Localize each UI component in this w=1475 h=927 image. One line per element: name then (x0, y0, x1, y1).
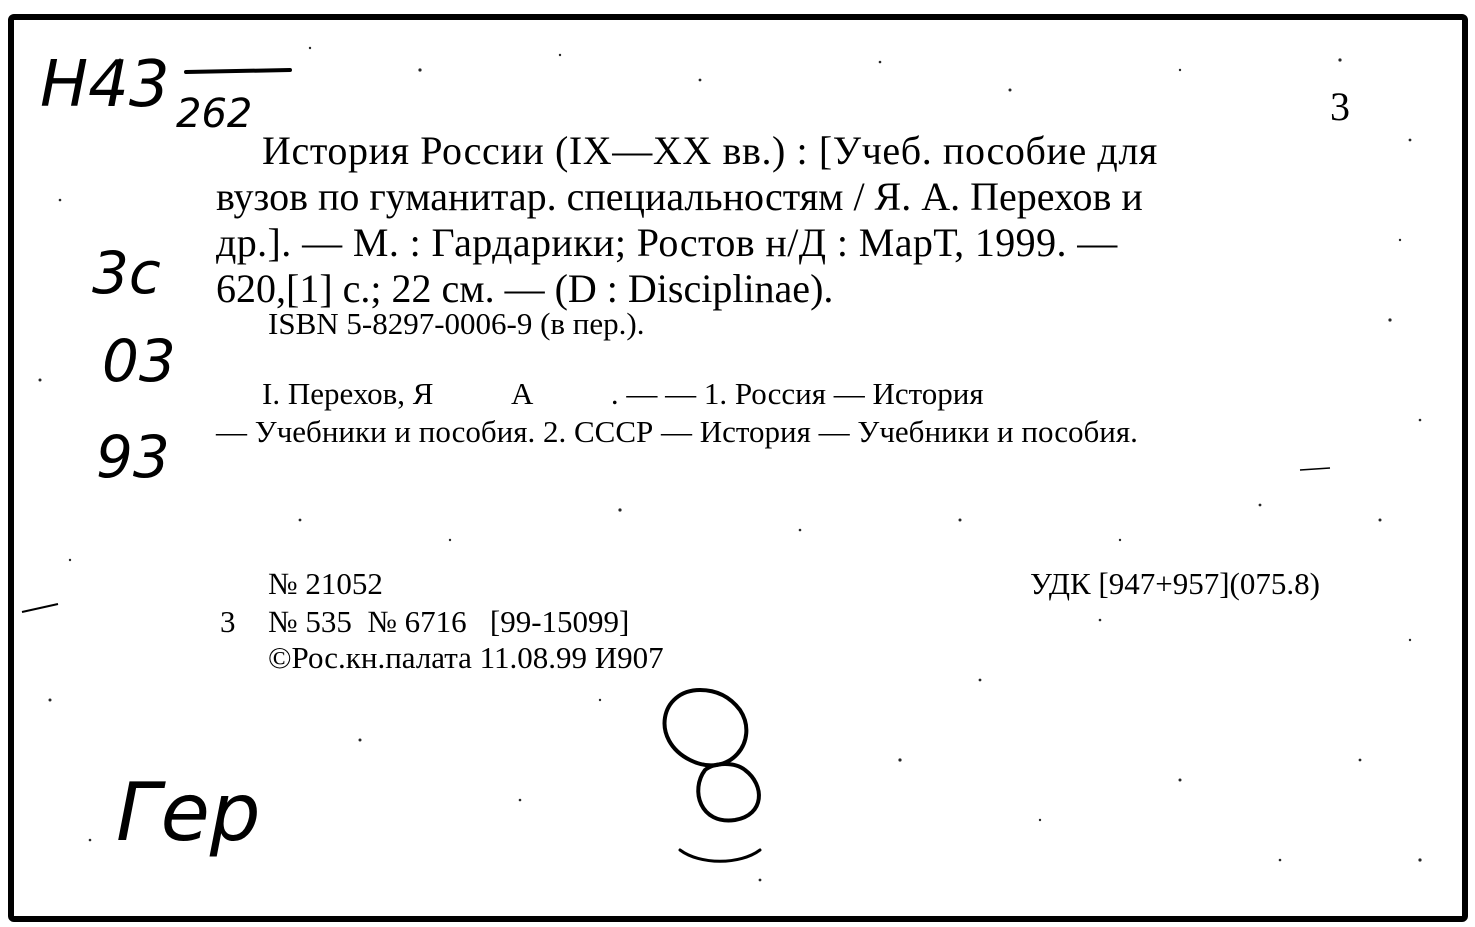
description-line-3: др.]. — М. : Гардарики; Ростов н/Д : МарТ, 1999. — (216, 220, 1118, 265)
record-number: № 21052 (268, 566, 383, 601)
tracing-line-1: I. Перехов, Я А . — — 1. Россия — История (262, 376, 984, 411)
description-line-2: вузов по гуманитар. специальностям / Я. А. Перехов и (216, 174, 1143, 219)
handwritten-bottom-note: Гер (116, 766, 261, 859)
description-line-4: 620,[1] с.; 22 см. — (D : Disciplinae). (216, 266, 834, 311)
handwritten-side-mark-3: 93 (96, 423, 170, 491)
numbers-line: № 535 № 6716 [99-15099] (268, 604, 630, 639)
handwritten-shelf-mark-sub: 262 (176, 91, 253, 137)
description-line-1: История России (IX—XX вв.) : [Учеб. пособие для (262, 128, 1158, 173)
book-chamber-line: ©Рос.кн.палата 11.08.99 И907 (268, 640, 664, 675)
tracing-line-2: — Учебники и пособия. 2. СССР — История — Учебники и пособия. (216, 414, 1138, 449)
handwritten-side-mark-2: 03 (102, 327, 176, 395)
corner-number: 3 (1330, 84, 1350, 129)
line-prefix: 3 (220, 604, 236, 639)
handwritten-side-mark-1: 3с (92, 239, 161, 307)
isbn-line: ISBN 5-8297-0006-9 (в пер.). (268, 306, 645, 341)
handwritten-shelf-mark: Н43 (40, 48, 170, 122)
udc-code: УДК [947+957](075.8) (1030, 566, 1320, 601)
